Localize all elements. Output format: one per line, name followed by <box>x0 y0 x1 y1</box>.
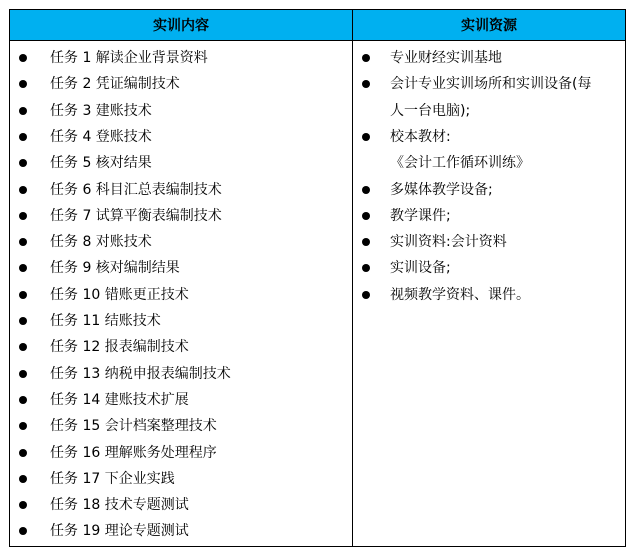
list-item <box>10 308 352 334</box>
list-item-text: 任务 16 理解账务处理程序 <box>50 444 217 461</box>
list-item-text: 任务 19 理论专题测试 <box>50 523 189 540</box>
bullet-icon <box>19 264 27 272</box>
bullet-icon <box>19 343 27 351</box>
list-item <box>353 71 625 97</box>
list-item-text: 任务 14 建账技术扩展 <box>50 391 189 408</box>
bullet-icon <box>19 527 27 535</box>
list-item-text: 任务 3 建账技术 <box>50 102 152 119</box>
list-item <box>10 229 352 255</box>
list-item-text: 《会计工作循环训练》 <box>390 155 530 172</box>
list-item <box>10 334 352 360</box>
bullet-icon <box>362 264 370 272</box>
list-item <box>10 98 352 124</box>
bullet-icon <box>362 133 370 141</box>
list-item-text: 会计专业实训场所和实训设备(每 <box>390 76 592 93</box>
list-item-text: 任务 10 错账更正技术 <box>50 286 189 303</box>
list-item-text: 校本教材: <box>390 128 451 145</box>
list-item <box>10 361 352 387</box>
list-item-text: 专业财经实训基地 <box>390 50 502 66</box>
list-item <box>353 45 625 71</box>
bullet-icon <box>362 291 370 299</box>
list-item-text: 任务 2 凭证编制技术 <box>50 76 180 93</box>
list-item-text: 实训资料:会计资料 <box>390 234 507 251</box>
bullet-icon <box>19 317 27 325</box>
list-item <box>10 45 352 71</box>
list-item-text: 任务 5 核对结果 <box>50 155 152 172</box>
list-item <box>10 71 352 97</box>
list-item <box>10 518 352 544</box>
bullet-icon <box>19 186 27 194</box>
list-item-text: 人一台电脑); <box>390 102 471 119</box>
list-item <box>10 440 352 466</box>
list-item-text: 任务 13 纳税申报表编制技术 <box>50 365 231 382</box>
list-item <box>353 255 625 281</box>
list-item-text: 视频教学资料、课件。 <box>390 286 530 303</box>
list-item-text: 多媒体教学设备; <box>390 181 493 198</box>
bullet-icon <box>19 291 27 299</box>
bullet-icon <box>19 449 27 457</box>
list-item-text: 任务 6 科目汇总表编制技术 <box>50 181 222 198</box>
list-item <box>10 177 352 203</box>
list-item <box>10 492 352 518</box>
list-item-text: 任务 11 结账技术 <box>50 313 161 329</box>
list-item <box>353 229 625 255</box>
bullet-icon <box>19 54 27 62</box>
bullet-icon <box>19 475 27 483</box>
list-item-text: 任务 12 报表编制技术 <box>50 339 189 356</box>
bullet-icon <box>19 159 27 167</box>
bullet-icon <box>362 186 370 194</box>
list-item <box>10 282 352 308</box>
list-item-text: 教学课件; <box>390 207 451 224</box>
bullet-icon <box>362 80 370 88</box>
list-item-text: 任务 15 会计档案整理技术 <box>50 418 217 435</box>
bullet-icon <box>19 422 27 430</box>
bullet-icon <box>19 238 27 246</box>
header-training-content: 实训内容 <box>10 10 353 41</box>
training-table <box>9 9 626 547</box>
bullet-icon <box>19 80 27 88</box>
list-item-text: 实训设备; <box>390 260 451 277</box>
list-item-text: 任务 8 对账技术 <box>50 234 152 251</box>
list-item <box>10 124 352 150</box>
bullet-icon <box>19 370 27 378</box>
list-item-text: 任务 18 技术专题测试 <box>50 497 189 514</box>
bullet-icon <box>19 501 27 509</box>
bullet-icon <box>362 212 370 220</box>
header-training-resources: 实训资源 <box>353 10 625 41</box>
list-item-text: 任务 4 登账技术 <box>50 128 152 145</box>
list-item-continuation <box>353 150 625 176</box>
list-item <box>10 413 352 439</box>
list-item-text: 任务 17 下企业实践 <box>50 470 175 487</box>
list-item-text: 任务 1 解读企业背景资料 <box>50 50 208 66</box>
list-item <box>353 203 625 229</box>
list-item <box>10 466 352 492</box>
list-item-text: 任务 9 核对编制结果 <box>50 260 180 277</box>
bullet-icon <box>19 107 27 115</box>
bullet-icon <box>19 212 27 220</box>
content-list <box>10 41 353 546</box>
list-item <box>353 124 625 150</box>
list-item <box>10 150 352 176</box>
list-item-text: 任务 7 试算平衡表编制技术 <box>50 207 222 224</box>
list-item-continuation <box>353 98 625 124</box>
list-item <box>10 387 352 413</box>
list-item <box>10 203 352 229</box>
bullet-icon <box>362 54 370 62</box>
bullet-icon <box>19 396 27 404</box>
bullet-icon <box>362 238 370 246</box>
list-item <box>353 282 625 308</box>
list-item <box>353 177 625 203</box>
list-item <box>10 255 352 281</box>
resource-list <box>353 41 625 546</box>
bullet-icon <box>19 133 27 141</box>
